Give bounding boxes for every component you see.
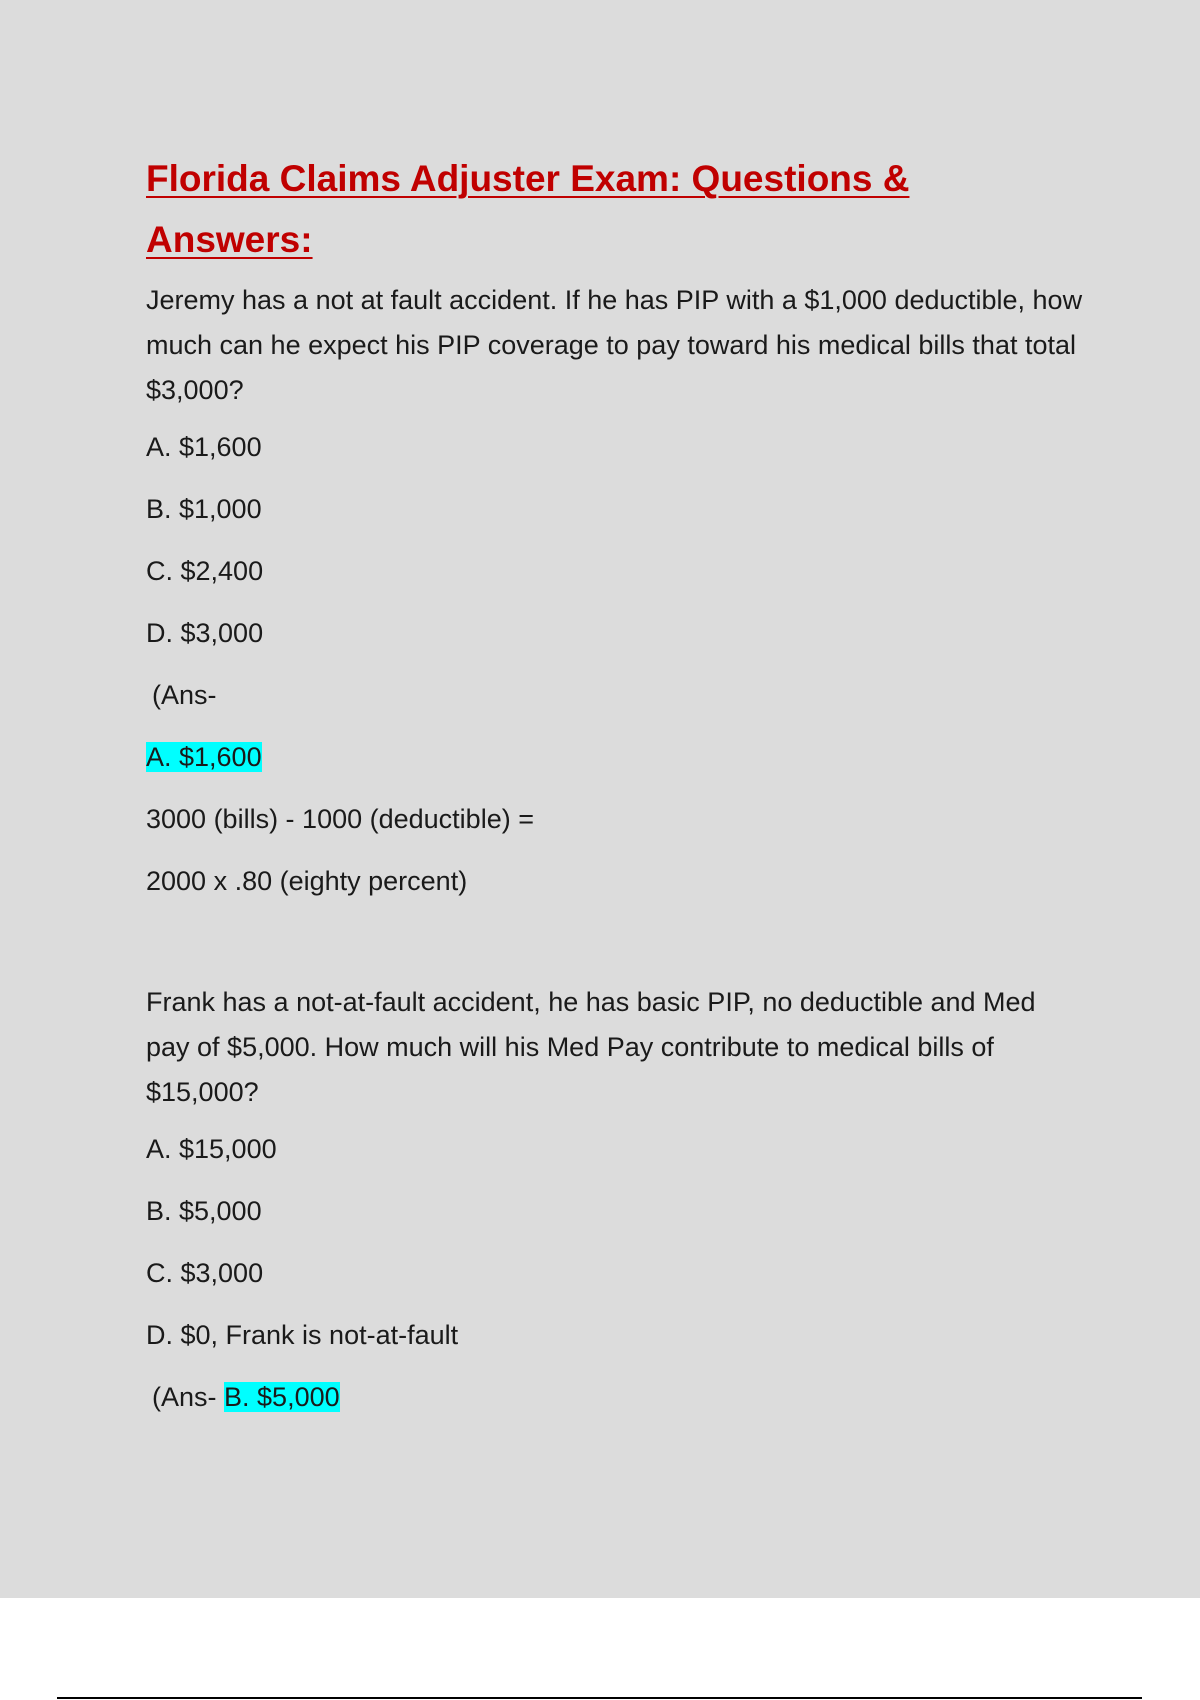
question-1-work-line-2: 2000 x .80 (eighty percent)	[146, 866, 468, 896]
question-2-option-c: C. $3,000	[146, 1258, 264, 1288]
footer-divider	[57, 1697, 1142, 1699]
question-1-option-c: C. $2,400	[146, 556, 264, 586]
answer-prefix-text: (Ans-	[152, 1382, 217, 1412]
document-content	[146, 148, 1086, 1415]
question-2-option-d: D. $0, Frank is not-at-fault	[146, 1320, 459, 1350]
question-1-answer	[146, 739, 1086, 775]
question-2-text: Frank has a not-at-fault accident, he has basic PIP, no deductible and Med pay of $5,000. How much will his Med Pay contribute to medical bills of $15,000?	[146, 987, 1036, 1107]
question-2-answer	[146, 1379, 1086, 1415]
highlighted-answer: B. $5,000	[224, 1382, 340, 1412]
question-1-work-line-1: 3000 (bills) - 1000 (deductible) =	[146, 804, 534, 834]
question-1-option-d: D. $3,000	[146, 618, 264, 648]
highlighted-answer: A. $1,600	[146, 742, 262, 772]
question-1-text: Jeremy has a not at fault accident. If he has PIP with a $1,000 deductible, how much can he expect his PIP coverage to pay toward his medical bills that total $3,000?	[146, 285, 1083, 405]
question-1-answer-prefix	[146, 677, 1086, 713]
question-1-option-b: B. $1,000	[146, 494, 262, 524]
document-title: Florida Claims Adjuster Exam: Questions & Answers:	[146, 158, 910, 260]
question-1-option-a: A. $1,600	[146, 432, 262, 462]
question-2-option-b: B. $5,000	[146, 1196, 262, 1226]
answer-prefix-text: (Ans-	[152, 680, 217, 710]
question-2-option-a: A. $15,000	[146, 1134, 277, 1164]
